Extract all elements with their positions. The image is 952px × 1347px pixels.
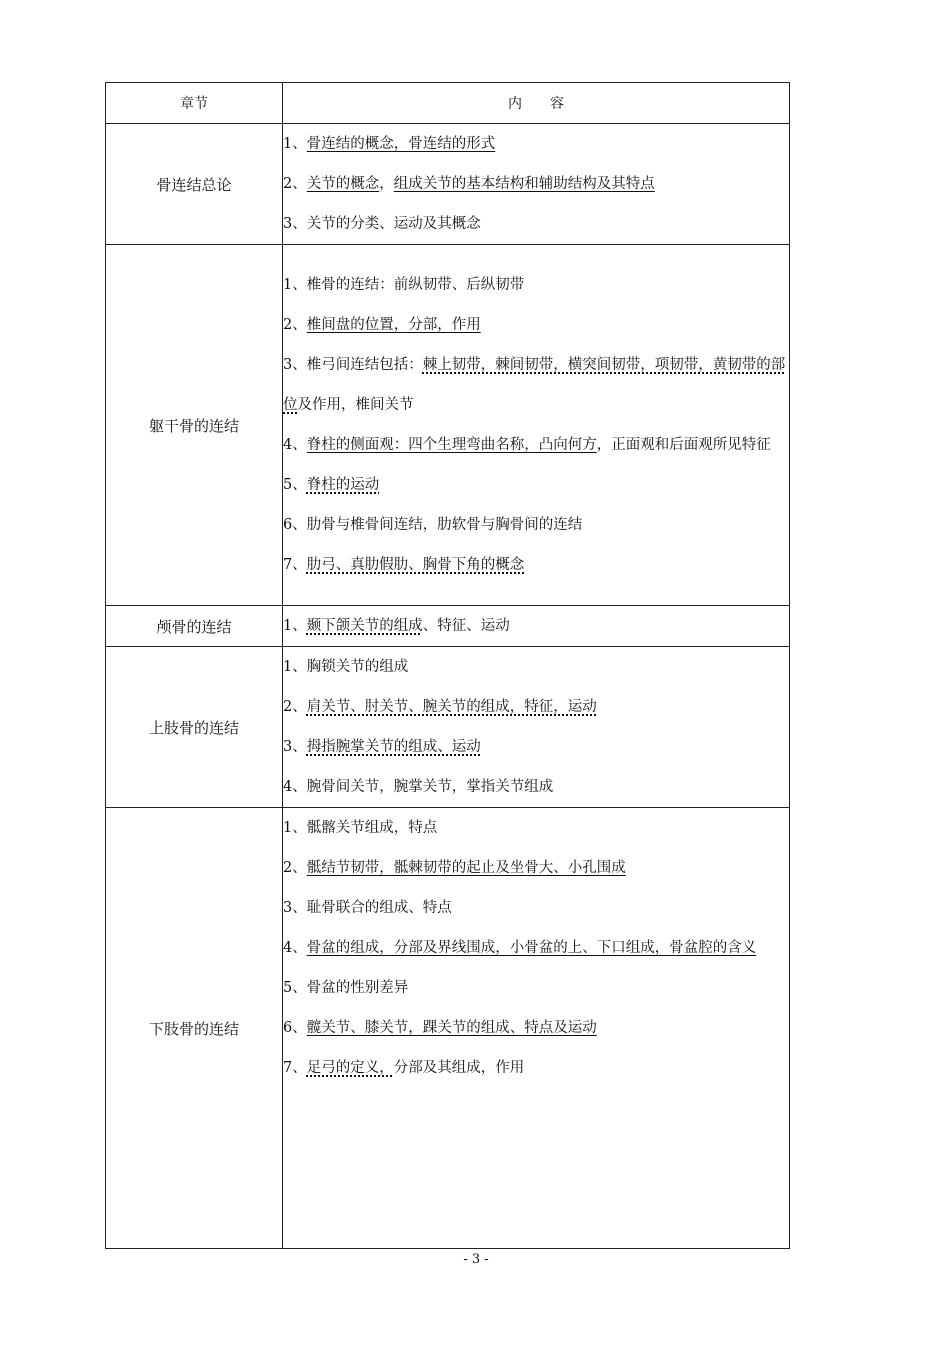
content-line	[283, 606, 789, 646]
content-text: 骨连结的概念，骨连结的形式	[306, 136, 496, 152]
content-line	[283, 425, 789, 465]
content-text: 5、骨盆的性别差异	[283, 980, 409, 996]
chapter-cell: 躯干骨的连结	[106, 245, 283, 606]
content-text: 4、	[283, 437, 307, 453]
content-text: 5、	[283, 477, 307, 493]
content-cell	[283, 245, 790, 606]
content-text: 髋关节、膝关节，踝关节的组成、特点及运动	[306, 1020, 597, 1036]
chapter-cell: 颅骨的连结	[106, 606, 283, 647]
page-number: - 3 -	[463, 1252, 489, 1267]
content-text: 1、骶髂关节组成，特点	[283, 820, 438, 836]
content-text: 3、关节的分类、运动及其概念	[283, 216, 481, 232]
content-text: 7、	[283, 1060, 307, 1076]
content-line	[283, 647, 789, 687]
content-line	[283, 265, 789, 305]
content-text: 6、	[283, 1020, 307, 1036]
content-text: 脊柱的侧面观：四个生理弯曲名称，凸向何方	[306, 437, 597, 453]
content-text: 肩关节、肘关节、腕关节的组成，特征，运动	[306, 699, 597, 715]
content-cell	[283, 808, 790, 1249]
content-line	[283, 465, 789, 505]
content-line	[283, 305, 789, 345]
content-line	[283, 727, 789, 767]
content-text: 2、	[283, 317, 307, 333]
content-text: 骨盆的组成，分部及界线围成，小骨盆的上、下口组成，骨盆腔的含义	[306, 940, 757, 956]
syllabus-table	[105, 82, 790, 1249]
chapter-cell: 骨连结总论	[106, 124, 283, 245]
content-line	[283, 928, 789, 968]
content-text: 2、	[283, 699, 307, 715]
content-text: 1、椎骨的连结：前纵韧带、后纵韧带	[283, 277, 525, 293]
content-text: ，	[379, 176, 394, 192]
content-text: 棘上韧带，棘间韧带，横突间韧带，项韧带，黄韧带的部位	[283, 357, 786, 413]
content-line	[283, 808, 789, 848]
content-cell	[283, 606, 790, 647]
content-text: 椎间盘的位置，分部，作用	[306, 317, 481, 333]
content-line	[283, 968, 789, 1008]
content-text: 1、	[283, 136, 307, 152]
content-text: 4、腕骨间关节，腕掌关节，掌指关节组成	[283, 779, 554, 795]
content-text: 7、	[283, 557, 307, 573]
table-row	[106, 808, 790, 1249]
content-text: 3、椎弓间连结包括：	[283, 357, 423, 373]
content-text: 分部及其组成，作用	[393, 1060, 525, 1076]
content-line	[283, 124, 789, 164]
content-text: 拇指腕掌关节的组成、运动	[306, 739, 481, 755]
content-line	[283, 505, 789, 545]
content-text: 骶结节韧带，骶棘韧带的起止及坐骨大、小孔围成	[306, 860, 626, 876]
content-text: 3、	[283, 739, 307, 755]
content-line	[283, 1048, 789, 1088]
content-cell	[283, 124, 790, 245]
content-cell	[283, 647, 790, 808]
header-row	[106, 83, 790, 124]
content-text: 肋弓、真肋假肋、胸骨下角的概念	[306, 557, 525, 573]
content-text: 1、	[283, 618, 307, 634]
content-text: 2、	[283, 176, 307, 192]
header-chapter: 章节	[106, 83, 283, 124]
content-text: 、特征、运动	[422, 618, 510, 634]
content-line	[283, 848, 789, 888]
content-line	[283, 545, 789, 585]
content-text: 组成关节的基本结构和辅助结构及其特点	[393, 176, 655, 192]
content-text: ，正面观和后面观所见特征	[596, 437, 771, 453]
table-row	[106, 124, 790, 245]
content-line	[283, 1008, 789, 1048]
content-line	[283, 767, 789, 807]
content-text: 关节的概念	[306, 176, 380, 192]
table-row	[106, 245, 790, 606]
content-text: 3、耻骨联合的组成、特点	[283, 900, 452, 916]
table-row	[106, 606, 790, 647]
content-text: 足弓的定义，	[306, 1060, 394, 1076]
content-text: 1、胸锁关节的组成	[283, 659, 409, 675]
content-text: 颞下颌关节的组成	[306, 618, 423, 634]
content-text: 脊柱的运动	[306, 477, 380, 493]
content-line	[283, 345, 789, 425]
header-content: 内 容	[283, 83, 790, 124]
content-text: 4、	[283, 940, 307, 956]
chapter-cell: 下肢骨的连结	[106, 808, 283, 1249]
chapter-cell: 上肢骨的连结	[106, 647, 283, 808]
content-text: 2、	[283, 860, 307, 876]
content-line	[283, 687, 789, 727]
content-text: 6、肋骨与椎骨间连结，肋软骨与胸骨间的连结	[283, 517, 583, 533]
content-text: 及作用，椎间关节	[297, 397, 414, 413]
content-line	[283, 888, 789, 928]
content-line	[283, 204, 789, 244]
table-row	[106, 647, 790, 808]
content-line	[283, 164, 789, 204]
